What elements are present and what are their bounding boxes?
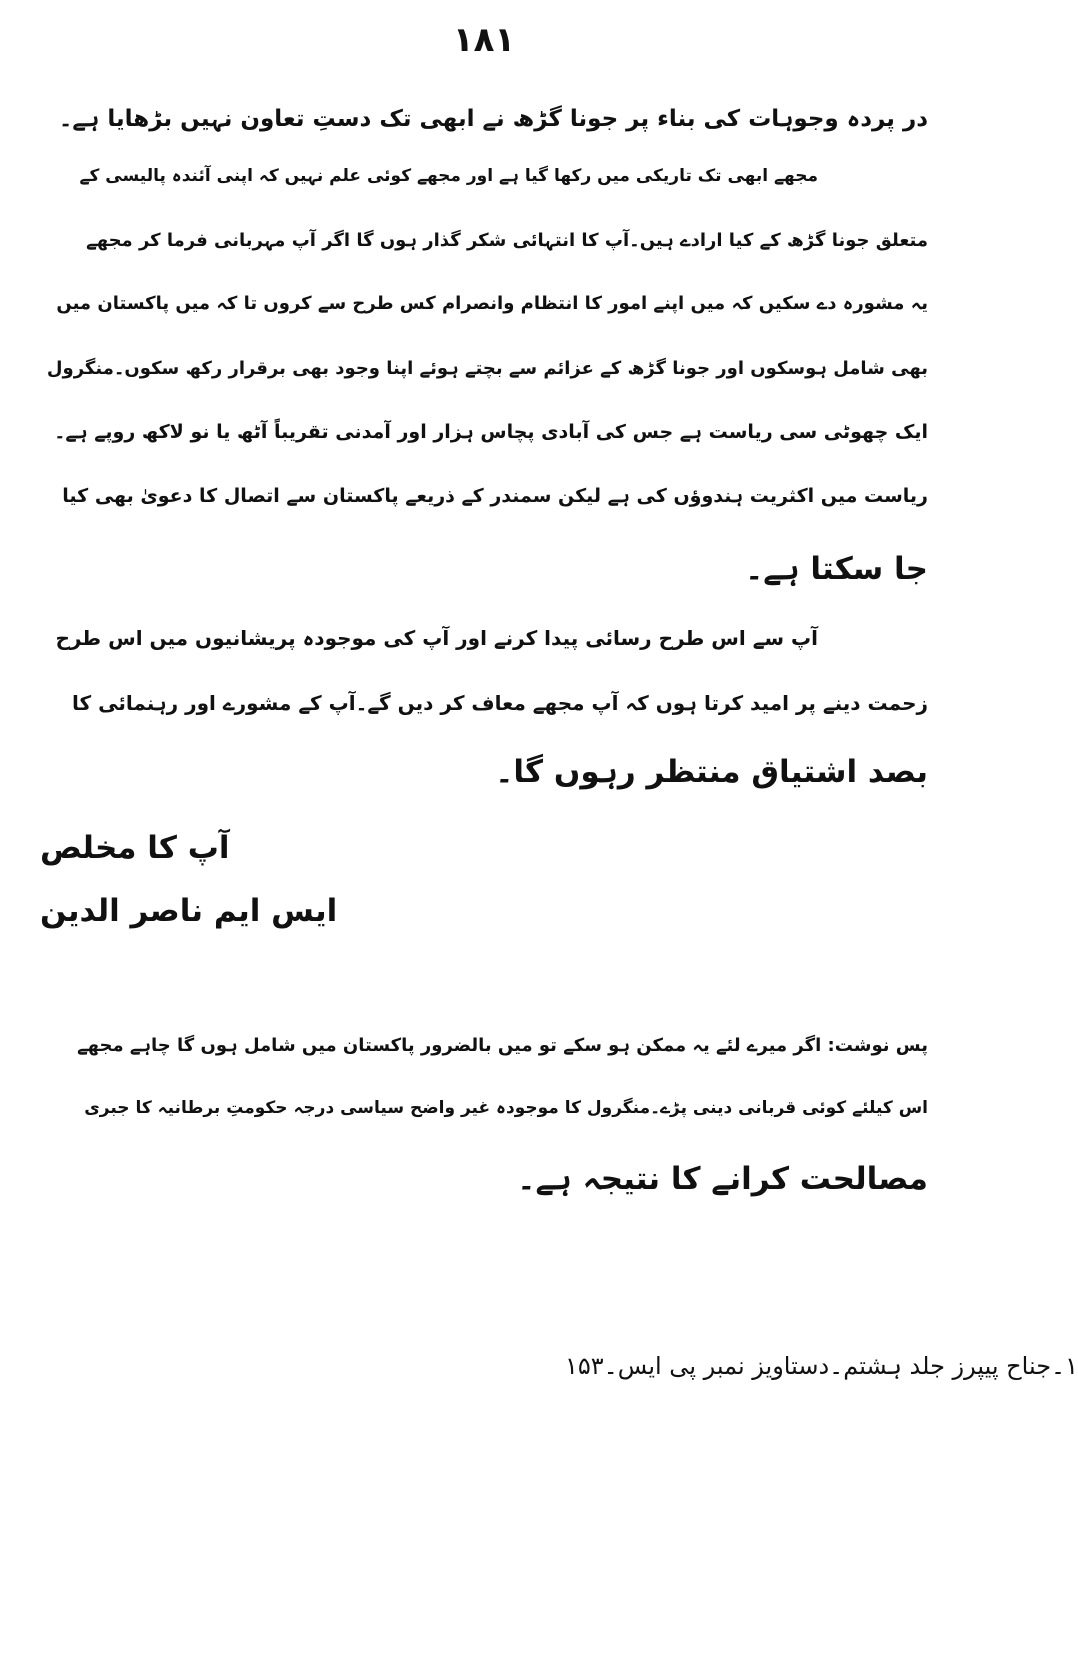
closing-salutation: آپ کا مخلص — [40, 830, 230, 866]
postscript-line: مصالحت کرانے کا نتیجہ ہے۔ — [517, 1161, 928, 1197]
footnote: ۱۔جناح پیپرز جلد ہشتم۔دستاویز نمبر پی ایس۔۱۵۳ — [565, 1352, 1078, 1380]
paragraph-line: آپ سے اس طرح رسائی پیدا کرنے اور آپ کی موجودہ پریشانیوں میں اس طرح — [55, 626, 818, 650]
paragraph-line: ایک چھوٹی سی ریاست ہے جس کی آبادی پچاس ہزار اور آمدنی تقریباً آٹھ یا نو لاکھ روپے ہے۔ — [54, 421, 928, 443]
paragraph-line: یہ مشورہ دے سکیں کہ میں اپنے امور کا انتظام وانصرام کس طرح سے کروں تا کہ میں پاکستان میں — [56, 293, 928, 314]
paragraph-line: زحمت دینے پر امید کرتا ہوں کہ آپ مجھے معاف کر دیں گے۔آپ کے مشورے اور رہنمائی کا — [71, 691, 928, 715]
paragraph-line: متعلق جونا گڑھ کے کیا ارادے ہیں۔آپ کا انتہائی شکر گذار ہوں گا اگر آپ مہربانی فرما کر مجھے — [86, 230, 928, 251]
paragraph-line: ریاست میں اکثریت ہندوؤں کی ہے لیکن سمندر کے ذریعے پاکستان سے اتصال کا دعویٰ بھی کیا — [62, 485, 928, 507]
postscript-line: پس نوشت: اگر میرے لئے یہ ممکن ہو سکے تو میں بالضرور پاکستان میں شامل ہوں گا چاہے مجھے — [77, 1035, 928, 1056]
paragraph-line: مجھے ابھی تک تاریکی میں رکھا گیا ہے اور مجھے کوئی علم نہیں کہ اپنی آئندہ پالیسی کے — [79, 166, 818, 186]
paragraph-line: بھی شامل ہوسکوں اور جونا گڑھ کے عزائم سے بچتے ہوئے اپنا وجود بھی برقرار رکھ سکوں۔منگرول — [46, 358, 928, 379]
paragraph-line: جا سکتا ہے۔ — [745, 551, 928, 587]
paragraph-line: بصد اشتیاق منتظر رہوں گا۔ — [495, 754, 928, 790]
signatory-name: ایس ایم ناصر الدین — [40, 893, 338, 929]
page-number: ۱۸۱ — [452, 20, 516, 60]
postscript-line: اس کیلئے کوئی قربانی دینی پڑے۔منگرول کا موجودہ غیر واضح سیاسی درجہ حکومتِ برطانیہ کا جبری — [84, 1098, 928, 1118]
paragraph-line: در پردہ وجوہات کی بناء پر جونا گڑھ نے ابھی تک دستِ تعاون نہیں بڑھایا ہے۔ — [58, 106, 928, 132]
